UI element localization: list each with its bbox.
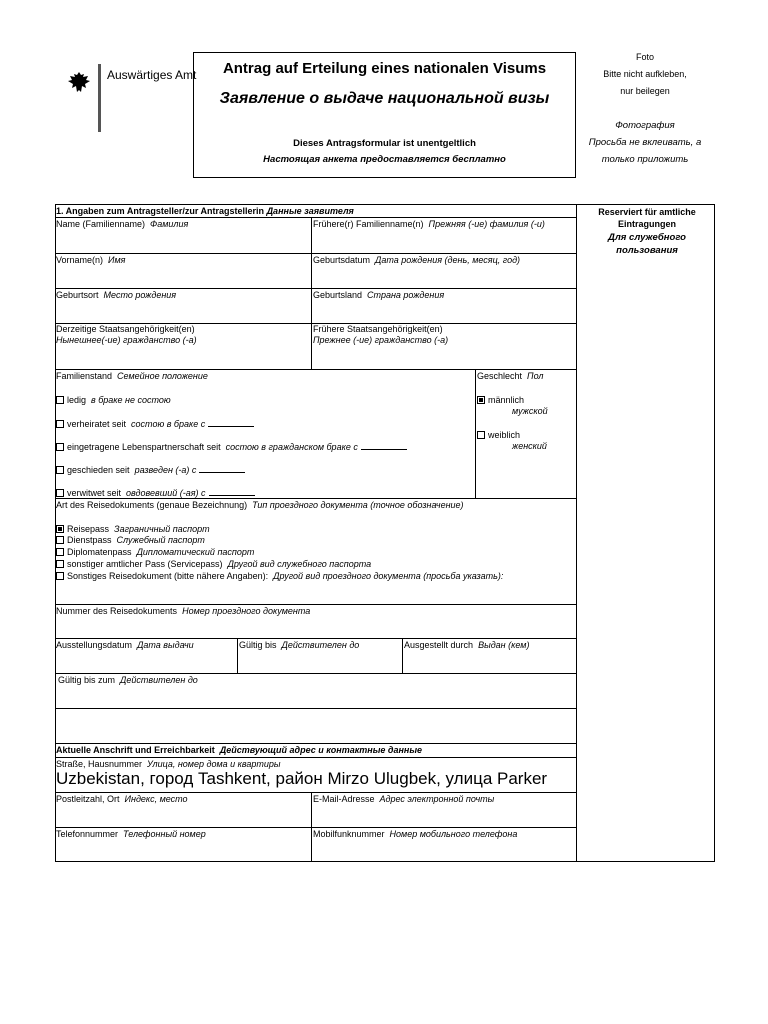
doc-passport[interactable]: Reisepass Заграничный паспорт xyxy=(56,524,210,535)
rule xyxy=(55,217,576,218)
valid-until-field[interactable]: Gültig bis Действителен до xyxy=(239,640,360,650)
street-input[interactable]: Uzbekistan, город Tashkent, район Mirzo Ulugbek, улица Parker xyxy=(56,769,548,788)
issue-date-field[interactable]: Ausstellungsdatum Дата выдачи xyxy=(56,640,194,650)
reserved-de: Reserviert für amtliche Eintragungen xyxy=(598,207,696,229)
section1-title: 1. Angaben zum Antragsteller/zur Antragstellerin Данные заявителя xyxy=(56,206,354,216)
postal-field[interactable]: Postleitzahl, Ort Индекс, место xyxy=(56,794,188,804)
logo-stripe xyxy=(98,64,101,132)
contact-title: Aktuelle Anschrift und Erreichbarkeit Действующий адрес и контактные данные xyxy=(56,745,423,755)
form-title-ru: Заявление о выдаче национальной визы xyxy=(219,90,550,107)
issued-by-field[interactable]: Ausgestellt durch Выдан (кем) xyxy=(404,640,530,650)
dob-field[interactable]: Geburtsdatum Дата рождения (день, месяц, год) xyxy=(313,255,521,265)
checkbox-icon[interactable] xyxy=(56,548,64,556)
checkbox-icon[interactable] xyxy=(56,420,64,428)
checkbox-icon[interactable] xyxy=(56,560,64,568)
checkbox-icon[interactable] xyxy=(56,443,64,451)
phone-field[interactable]: Telefonnummer Телефонный номер xyxy=(56,829,206,839)
sex-female[interactable]: weiblich женский xyxy=(477,430,547,452)
surname-field[interactable]: Name (Familienname) Фамилия xyxy=(56,219,189,229)
doc-service[interactable]: Dienstpass Служебный паспорт xyxy=(56,535,205,546)
rule xyxy=(55,792,576,793)
logo-text: Auswärtiges Amt xyxy=(107,68,197,82)
rule xyxy=(55,604,576,605)
photo-label-ru: Фотография xyxy=(615,120,675,131)
marital-label: Familienstand Семейное положение xyxy=(56,371,208,381)
doc-number-field[interactable]: Nummer des Reisedokuments Номер проездного документа xyxy=(56,606,311,616)
rule xyxy=(55,369,576,370)
rule xyxy=(475,369,476,498)
checkbox-checked-icon[interactable] xyxy=(477,396,485,404)
sex-male[interactable]: männlich мужской xyxy=(477,395,548,417)
rule xyxy=(55,757,576,758)
former-surname-field[interactable]: Frühere(r) Familienname(n) Прежняя (-ие) фамилия (-и) xyxy=(313,219,545,229)
sex-label: Geschlecht Пол xyxy=(477,371,544,381)
pob-field[interactable]: Geburtsort Место рождения xyxy=(56,290,177,300)
prev-nationality-field[interactable]: Frühere Staatsangehörigkeit(en) Прежнее (-ие) гражданство (-а) xyxy=(313,324,449,345)
rule xyxy=(55,708,576,709)
photo-note-2: nur beilegen xyxy=(620,86,670,96)
checkbox-icon[interactable] xyxy=(56,489,64,497)
rule xyxy=(402,638,403,673)
firstname-field[interactable]: Vorname(n) Имя xyxy=(56,255,126,265)
travel-doc-label: Art des Reisedokuments (genaue Bezeichnung) Тип проездного документа (точное обозначение) xyxy=(56,500,464,510)
federal-eagle-icon xyxy=(66,70,92,96)
rule xyxy=(311,217,312,369)
marital-partnership[interactable]: eingetragene Lebenspartnerschaft seit состою в гражданском браке с xyxy=(56,441,407,453)
nationality-field[interactable]: Derzeitige Staatsangehörigkeit(en) Нынешнее(-ие) гражданство (-а) xyxy=(56,324,197,345)
street-label: Straße, Hausnummer Улица, номер дома и квартиры xyxy=(56,759,281,769)
marital-divorced[interactable]: geschieden seit разведен (-а) с xyxy=(56,464,245,476)
email-field[interactable]: E-Mail-Adresse Адрес электронной почты xyxy=(313,794,495,804)
doc-official[interactable]: sonstiger amtlicher Pass (Servicepass) Другой вид служебного паспорта xyxy=(56,559,371,570)
doc-diplomatic[interactable]: Diplomatenpass Дипломатический паспорт xyxy=(56,547,254,558)
mobile-field[interactable]: Mobilfunknummer Номер мобильного телефона xyxy=(313,829,518,839)
rule xyxy=(55,743,576,744)
rule xyxy=(55,827,576,828)
free-notice-de: Dieses Antragsformular ist unentgeltlich xyxy=(293,138,476,149)
checkbox-icon[interactable] xyxy=(56,466,64,474)
rule xyxy=(311,792,312,862)
photo-note-ru-2: только приложить xyxy=(601,154,689,165)
marital-married[interactable]: verheiratet seit состою в браке с xyxy=(56,418,254,430)
photo-label: Foto xyxy=(635,52,654,62)
checkbox-icon[interactable] xyxy=(56,572,64,580)
checkbox-icon[interactable] xyxy=(56,396,64,404)
cob-field[interactable]: Geburtsland Страна рождения xyxy=(313,290,445,300)
photo-note-ru-1: Просьба не вклеивать, а xyxy=(588,137,702,148)
checkbox-icon[interactable] xyxy=(477,431,485,439)
reserved-ru: Для служебного пользования xyxy=(608,232,686,256)
marital-single[interactable]: ledig в браке не состою xyxy=(56,395,171,406)
reserved-divider xyxy=(576,204,577,862)
photo-note-1: Bitte nicht aufkleben, xyxy=(603,69,687,79)
valid-until-2-field[interactable]: Gültig bis zum Действителен до xyxy=(58,675,198,685)
rule xyxy=(55,673,576,674)
rule xyxy=(55,638,576,639)
form-title-de: Antrag auf Erteilung eines nationalen Visums xyxy=(222,60,547,77)
marital-widowed[interactable]: verwitwet seit овдовевший (-ая) с xyxy=(56,487,255,499)
checkbox-icon[interactable] xyxy=(56,536,64,544)
rule xyxy=(55,288,576,289)
doc-other[interactable]: Sonstiges Reisedokument (bitte nähere Angaben): Другой вид проездного документа (просьба указать): xyxy=(56,571,503,582)
checkbox-checked-icon[interactable] xyxy=(56,525,64,533)
rule xyxy=(237,638,238,673)
free-notice-ru: Настоящая анкета предоставляется бесплатно xyxy=(263,154,506,165)
rule xyxy=(55,253,576,254)
